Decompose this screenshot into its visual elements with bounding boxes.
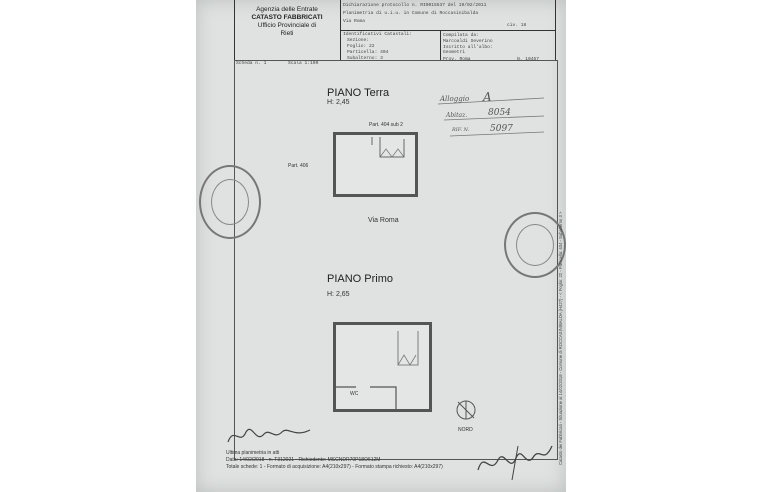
hand-label-1: Alloggio [440, 95, 470, 103]
hand-label-2: Abitaz. [446, 112, 468, 119]
compiler-name: Marcoaldi Severino [443, 39, 493, 44]
first-floor-plan [333, 322, 432, 412]
ground-floor-plan [333, 132, 418, 197]
ground-floor-title: PIANO Terra [327, 87, 390, 99]
section: Sezione: [347, 38, 370, 43]
handwritten-underlines [436, 92, 548, 140]
footer-line-3: Totale schede: 1 - Formato di acquisizione: A4(210x297) - Formato stampa richiesto: A4(210x297) [226, 464, 443, 470]
register-number: N. 10457 [517, 57, 540, 62]
register-label: Iscritto all'albo: [443, 45, 493, 50]
parcel-sub-label: Part. 404 sub 2 [369, 122, 403, 128]
hand-label-3: RIF. N. [452, 127, 470, 133]
province: Prov. Roma [443, 57, 471, 62]
cadastral-document [196, 0, 566, 492]
footer-line-2: Data: 14/02/2018 - n. T312021 - Richiedente: MSCNDR70P18O612M [226, 457, 381, 463]
parcel-left-label: Part. 406 [288, 163, 309, 169]
agency-office: Ufficio Provinciale di [257, 22, 317, 29]
document-header [234, 0, 556, 61]
sheet-number: Scheda n. 1 [236, 61, 267, 66]
signature-right [472, 440, 556, 482]
scale: Scala 1:100 [288, 61, 319, 66]
wc-label: WC [350, 391, 359, 397]
agency-catasto: CATASTO FABBRICATI [251, 14, 323, 21]
north-label: NORD [458, 427, 473, 433]
north-arrow-icon [454, 398, 478, 426]
parcel: Particella: 404 [347, 50, 389, 55]
address-line: Via Roma [343, 19, 366, 24]
agency-city: Rieti [280, 30, 294, 37]
ids-label: Identificativi Catastali: [343, 32, 412, 37]
hand-value-2: 8054 [488, 108, 511, 118]
agency-name: Agenzia delle Entrate [256, 6, 318, 13]
hand-category: A [483, 90, 492, 104]
ink-stamp-left [199, 165, 261, 239]
ground-floor-height: H: 2,45 [327, 99, 350, 106]
register-value: Geometri [443, 50, 466, 55]
street-label: Via Roma [368, 217, 399, 224]
first-floor-height: H: 2,65 [327, 291, 350, 298]
subaltern: Subalterno: 3 [347, 56, 383, 61]
hand-value-3: 5097 [490, 124, 513, 134]
sheet: Foglio: 22 [347, 44, 375, 49]
footer-line-1: Ultima planimetria in atti [226, 450, 280, 456]
first-floor-title: PIANO Primo [327, 273, 394, 285]
planimetry-line: Planimetria di u.i.u. in Comune di Roccasinibalda [343, 11, 479, 16]
compiled-label: Compilata da: [443, 33, 479, 38]
declaration-line: Dichiarazione protocollo n. RI0015537 del 19/02/2011 [343, 3, 487, 8]
side-vertical-text: Catasto dei Fabbricati - Situazione al 14/02/2018 - Comune di ROCCASINIBALDA (H427) - < Foglio: 22 - Particella: 404 - Subalterno 3 > [558, 211, 563, 465]
ink-stamp-right [504, 212, 566, 278]
civic-number: civ. 18 [507, 23, 527, 28]
signature-left [224, 420, 314, 450]
